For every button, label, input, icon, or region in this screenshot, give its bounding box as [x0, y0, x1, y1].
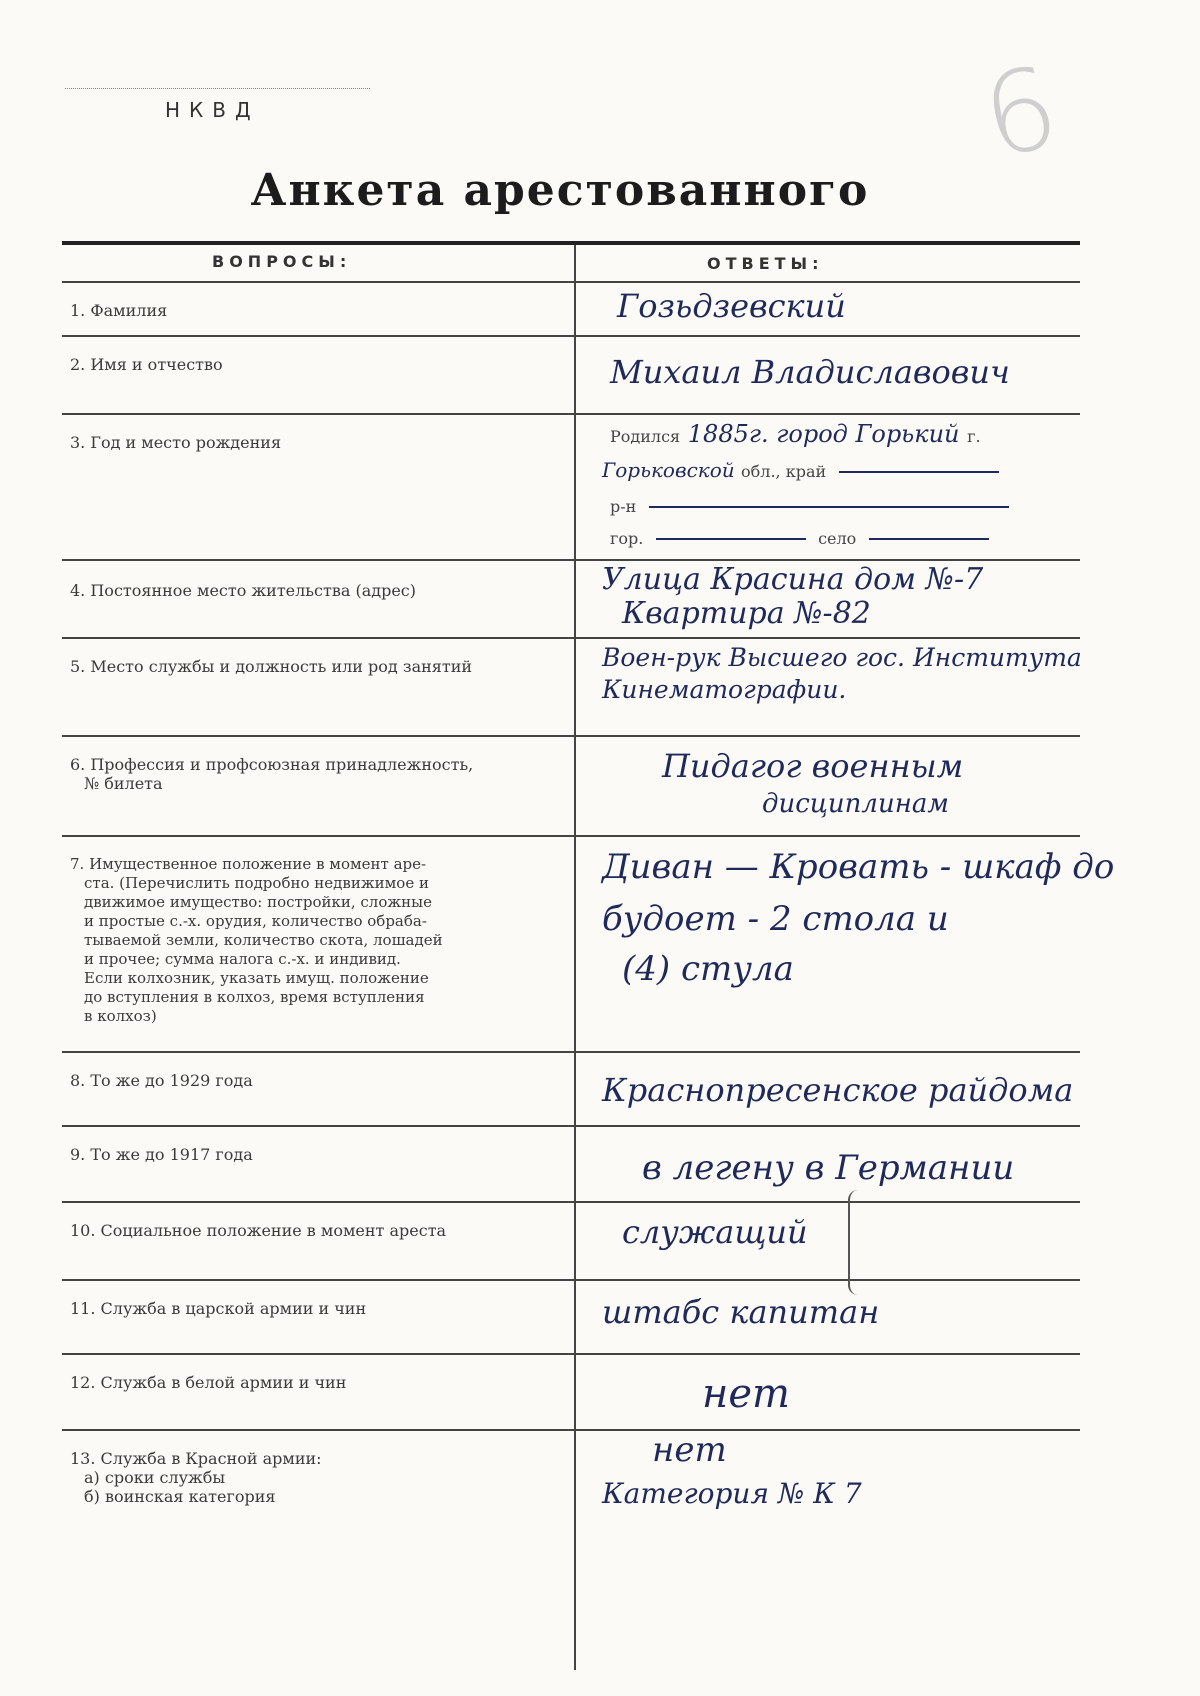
table-row [62, 337, 1080, 415]
question-property-line: и простые с.-х. орудия, количество обраба- [84, 912, 427, 930]
born-label: Родился [610, 427, 681, 446]
answer-property-line2: будоет - 2 стола и [602, 899, 949, 939]
question-white-army: 12. Служба в белой армии и чин [70, 1373, 347, 1392]
table-row [62, 283, 1080, 337]
question-residence: 4. Постоянное место жительства (адрес) [70, 581, 417, 600]
question-red-army-line2: а) сроки службы [84, 1468, 226, 1487]
question-red-army [70, 1449, 560, 1506]
answer-white-army: нет [702, 1371, 790, 1417]
answer-social-status: служащий [622, 1213, 808, 1251]
question-before-1917: 9. То же до 1917 года [70, 1145, 253, 1164]
questionnaire-table [62, 241, 1115, 1670]
question-property-line: 7. Имущественное положение в момент аре- [70, 855, 427, 873]
table-row [62, 561, 1080, 639]
question-red-army-line3: б) воинская категория [84, 1487, 276, 1506]
answer-before-1929: Краснопресенское райдома [602, 1071, 1074, 1109]
answer-red-army-line2: Категория № К 7 [602, 1477, 862, 1510]
table-row [62, 1203, 1080, 1281]
question-property-line: тываемой земли, количество скота, лошадей [84, 931, 443, 949]
agency-label: НКВД [165, 98, 260, 122]
question-tsarist-army: 11. Служба в царской армии и чин [70, 1299, 367, 1318]
questions-column-header: ВОПРОСЫ: [212, 252, 352, 271]
answer-town-line [610, 525, 995, 551]
question-before-1929: 8. То же до 1929 года [70, 1071, 253, 1090]
answer-tsarist-army: штабс капитан [602, 1293, 880, 1331]
answer-oblast-line [602, 457, 1005, 485]
table-row [62, 1431, 1080, 1527]
oblast-dash [839, 471, 999, 473]
district-label: р-н [610, 497, 637, 516]
question-social-status: 10. Социальное положение в момент ареста [70, 1221, 447, 1240]
answer-birth-line [610, 419, 981, 452]
answers-column-header: ОТВЕТЫ: [707, 254, 824, 273]
table-row [62, 837, 1115, 1053]
answer-surname: Гозьдзевский [617, 287, 846, 325]
question-workplace: 5. Место службы и должность или род занятий [70, 657, 473, 676]
question-property-line: и прочее; сумма налога с.-х. и индивид. [84, 950, 401, 968]
question-property-line: движимое имущество: постройки, сложные [84, 893, 432, 911]
born-value: 1885г. город Горький [687, 420, 960, 448]
answer-name-patronymic: Михаил Владиславович [610, 353, 1010, 391]
question-birth: 3. Год и место рождения [70, 433, 282, 452]
answer-red-army-line1: нет [652, 1430, 727, 1470]
table-header-row [62, 245, 1080, 283]
page-number: 6 [972, 42, 1070, 184]
answer-workplace-line1: Воен-рук Высшего гос. Института [602, 643, 1082, 672]
table-row [62, 737, 1080, 837]
question-profession-line1: 6. Профессия и профсоюзная принадлежность, [70, 755, 474, 774]
question-property-line: ста. (Перечислить подробно недвижимое и [84, 874, 429, 892]
table-row [62, 1355, 1080, 1431]
oblast-label: обл., край [741, 462, 827, 481]
town-label: гор. [610, 529, 644, 548]
district-dash [649, 506, 1009, 508]
answer-property-line3: (4) стула [622, 949, 794, 989]
question-surname: 1. Фамилия [70, 301, 168, 320]
table-row [62, 639, 1080, 737]
answer-residence-line2: Квартира №-82 [622, 596, 871, 631]
table-row [62, 415, 1080, 561]
answer-profession-line1: Пидагог военным [662, 747, 964, 785]
answer-before-1917: в легену в Германии [642, 1148, 1015, 1188]
question-profession [70, 755, 560, 793]
question-property-line: до вступления в колхоз, время вступления [84, 988, 425, 1006]
village-dash [869, 538, 989, 540]
answer-profession-line2: дисциплинам [762, 789, 949, 819]
question-red-army-line1: 13. Служба в Красной армии: [70, 1449, 322, 1468]
town-dash [656, 538, 806, 540]
oblast-value: Горьковской [602, 458, 735, 482]
handwritten-bracket-mark [848, 1190, 862, 1295]
question-property-line: в колхоз) [84, 1007, 157, 1025]
answer-workplace-line2: Кинематографии. [602, 675, 847, 704]
form-title: Анкета арестованного [250, 165, 870, 216]
answer-property-line1: Диван — Кровать - шкаф до [602, 847, 1115, 887]
village-label: село [818, 529, 857, 548]
question-profession-line2: № билета [84, 774, 163, 793]
table-row [62, 1281, 1080, 1355]
answer-residence-line1: Улица Красина дом №-7 [602, 562, 984, 597]
city-suffix: г. [967, 427, 981, 446]
answer-district-line [610, 493, 1015, 519]
table-row [62, 1127, 1080, 1203]
header-dotted-line [65, 88, 370, 89]
question-name-patronymic: 2. Имя и отчество [70, 355, 223, 374]
question-property-line: Если колхозник, указать имущ. положение [84, 969, 429, 987]
table-row [62, 1053, 1080, 1127]
question-property [70, 855, 560, 1026]
